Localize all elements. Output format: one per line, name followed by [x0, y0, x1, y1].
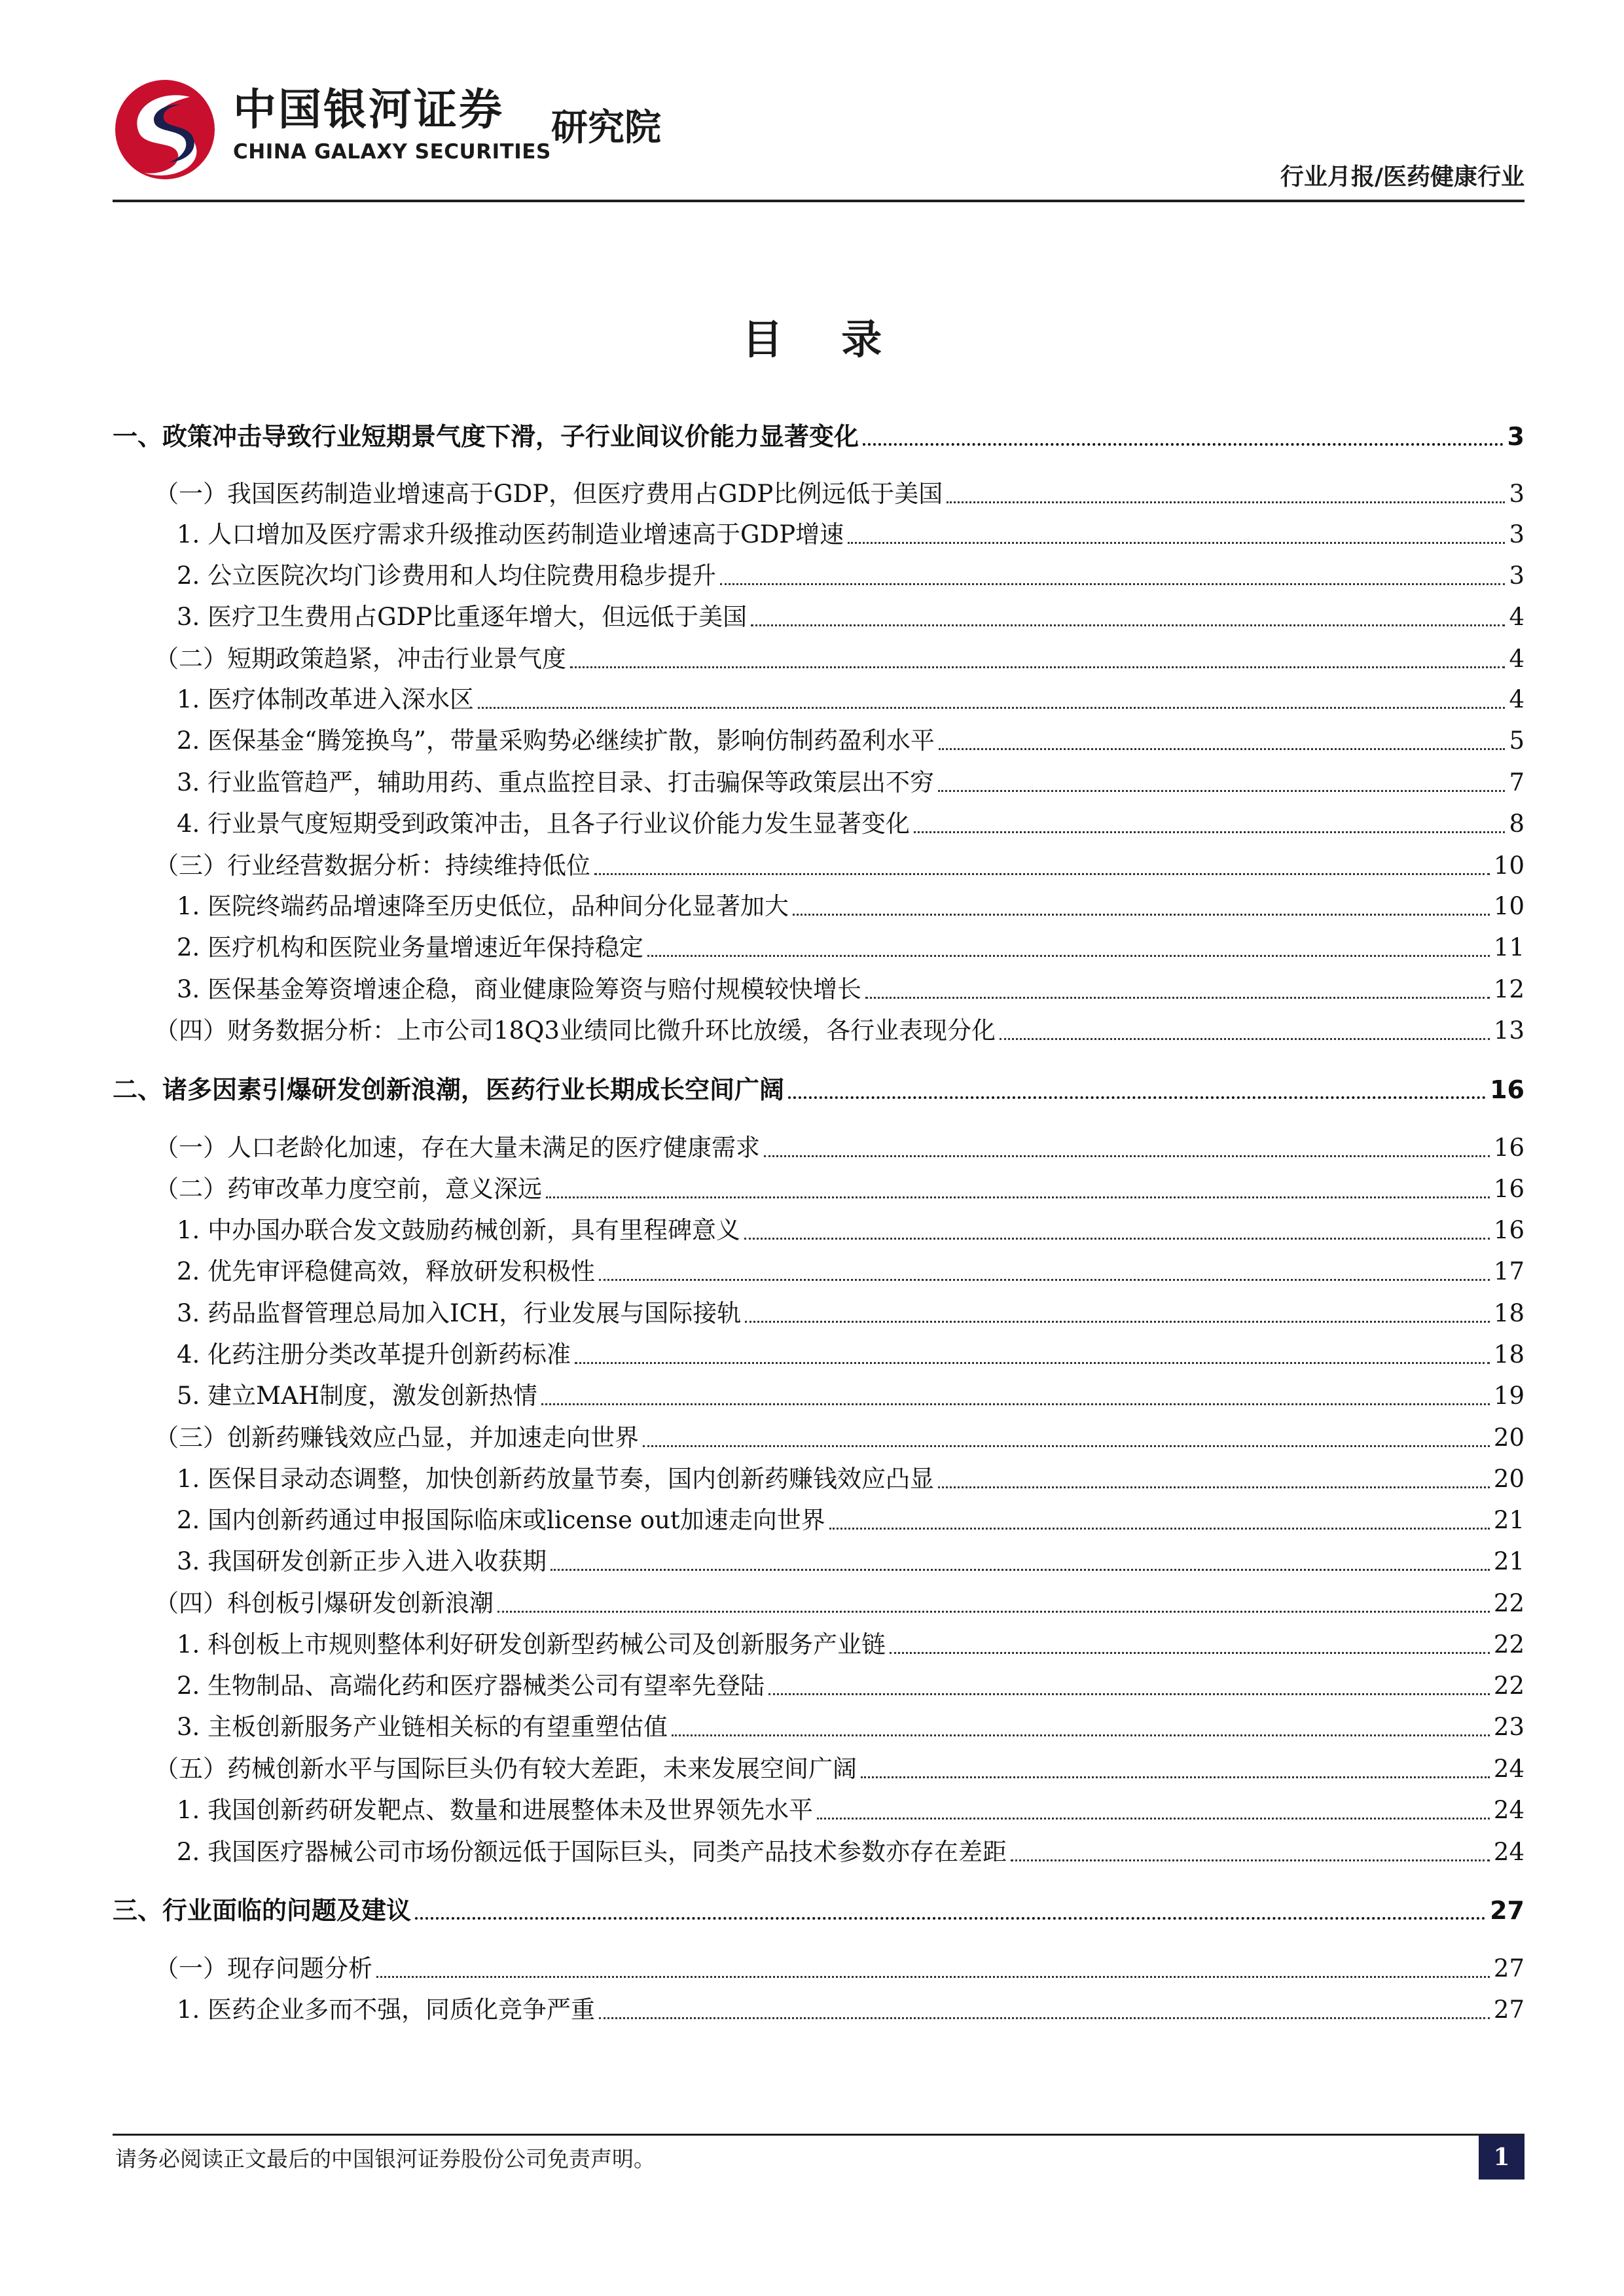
toc-entry-label: 1. 医院终端药品增速降至历史低位，品种间分化显著加大 [177, 892, 789, 920]
toc-entry-label: （三）创新药赚钱效应凸显，并加速走向世界 [154, 1424, 639, 1452]
toc-entry-page: 16 [1493, 1216, 1525, 1244]
toc-entry-page: 7 [1509, 768, 1525, 797]
toc-entry-label: 4. 化药注册分类改革提升创新药标准 [177, 1340, 571, 1369]
toc-leader-dots [415, 1917, 1486, 1920]
toc-entry-label: 3. 医疗卫生费用占GDP比重逐年增大，但远低于美国 [177, 603, 748, 631]
toc-entry[interactable] [113, 724, 1525, 758]
page-number: 1 [1479, 2135, 1525, 2179]
toc-entry[interactable] [113, 1669, 1525, 1703]
toc-entry[interactable] [113, 1172, 1525, 1206]
toc-entry-label: （三）行业经营数据分析：持续维持低位 [154, 852, 590, 880]
toc-entry[interactable] [113, 1014, 1525, 1048]
toc-entry[interactable] [113, 1462, 1525, 1496]
toc-entry-label: （四）财务数据分析：上市公司18Q3业绩同比微升环比放缓，各行业表现分化 [154, 1016, 996, 1045]
toc-entry[interactable] [113, 1297, 1525, 1331]
brand-name-en: CHINA GALAXY SECURITIES [233, 140, 551, 164]
toc-leader-dots [1011, 1859, 1490, 1861]
toc-entry[interactable] [113, 1587, 1525, 1621]
toc-leader-dots [570, 666, 1505, 668]
toc-leader-dots [541, 1403, 1490, 1405]
report-type: 行业月报/医药健康行业 [1280, 164, 1525, 190]
toc-leader-dots [643, 1445, 1490, 1447]
footer-divider [113, 2134, 1525, 2136]
toc-entry-page: 5 [1509, 726, 1525, 755]
toc-entry[interactable] [113, 1752, 1525, 1786]
toc-entry-page: 8 [1509, 810, 1525, 838]
toc-entry[interactable] [113, 518, 1525, 552]
toc-entry-label: 4. 行业景气度短期受到政策冲击，且各子行业议价能力发生显著变化 [177, 810, 911, 838]
toc-entry[interactable] [113, 931, 1525, 965]
toc-entry[interactable] [113, 1255, 1525, 1289]
toc-entry[interactable] [113, 1993, 1525, 2027]
toc-entry-page: 3 [1509, 480, 1525, 508]
toc-leader-dots [1000, 1038, 1490, 1040]
toc-entry-label: 1. 医药企业多而不强，同质化竞争严重 [177, 1996, 596, 2024]
toc-entry[interactable] [113, 559, 1525, 593]
toc-entry[interactable] [113, 1710, 1525, 1744]
toc-entry-label: 3. 我国研发创新正步入进入收获期 [177, 1547, 547, 1575]
toc-leader-dots [865, 997, 1490, 999]
toc-leader-dots [550, 1569, 1490, 1571]
toc-entry-label: 3. 主板创新服务产业链相关标的有望重塑估值 [177, 1713, 668, 1741]
toc-entry[interactable] [113, 973, 1525, 1007]
toc-entry-page: 24 [1493, 1755, 1525, 1783]
toc-entry[interactable] [113, 420, 1525, 454]
toc-entry-page: 3 [1507, 422, 1525, 451]
toc-entry-label: 2. 国内创新药通过申报国际临床或license out加速走向世界 [177, 1506, 825, 1534]
toc-leader-dots [599, 1279, 1490, 1281]
toc-entry-label: 2. 医保基金“腾笼换鸟”，带量采购势必继续扩散，影响仿制药盈利水平 [177, 726, 935, 755]
institute-name: 研究院 [551, 107, 661, 149]
toc-entry-page: 11 [1493, 933, 1525, 961]
toc-leader-dots [817, 1818, 1490, 1820]
toc-entry-page: 3 [1509, 562, 1525, 590]
toc-entry-page: 22 [1493, 1672, 1525, 1700]
toc-leader-dots [478, 707, 1505, 709]
toc-entry-page: 16 [1490, 1075, 1525, 1104]
toc-entry[interactable] [113, 600, 1525, 634]
toc-entry-page: 21 [1493, 1547, 1525, 1575]
toc-entry-label: 二、诸多因素引爆研发创新浪潮，医药行业长期成长空间广阔 [113, 1075, 785, 1104]
toc-leader-dots [751, 624, 1505, 626]
toc-entry-label: 1. 中办国办联合发文鼓励药械创新，具有里程碑意义 [177, 1216, 741, 1244]
toc-leader-dots [947, 501, 1505, 503]
toc-leader-dots [647, 955, 1490, 957]
toc-entry-page: 16 [1493, 1134, 1525, 1162]
toc-leader-dots [672, 1734, 1490, 1736]
toc-entry[interactable] [113, 807, 1525, 841]
toc-entry-label: 一、政策冲击导致行业短期景气度下滑，子行业间议价能力显著变化 [113, 422, 859, 451]
galaxy-logo-icon [113, 77, 217, 182]
toc-entry-label: 2. 生物制品、高端化药和医疗器械类公司有望率先登陆 [177, 1672, 765, 1700]
toc-leader-dots [890, 1652, 1490, 1654]
toc-entry-page: 22 [1493, 1630, 1525, 1659]
toc-entry[interactable] [113, 1893, 1525, 1928]
toc-entry[interactable] [113, 889, 1525, 924]
toc-entry-label: 1. 我国创新药研发靶点、数量和进展整体未及世界领先水平 [177, 1796, 814, 1824]
toc-entry-label: （一）现存问题分析 [154, 1954, 372, 1982]
toc-entry-page: 27 [1493, 1996, 1525, 2024]
toc-entry[interactable] [113, 1213, 1525, 1247]
toc-entry-label: 2. 公立医院次均门诊费用和人均住院费用稳步提升 [177, 562, 717, 590]
toc-entry-label: 三、行业面临的问题及建议 [113, 1896, 412, 1925]
toc-leader-dots [848, 542, 1505, 544]
toc-entry[interactable] [113, 849, 1525, 883]
toc-entry[interactable] [113, 1421, 1525, 1455]
toc-entry-page: 3 [1509, 520, 1525, 548]
toc-leader-dots [788, 1096, 1486, 1099]
toc-leader-dots [938, 790, 1505, 792]
toc-entry-label: 1. 医疗体制改革进入深水区 [177, 685, 475, 713]
toc-leader-dots [744, 1238, 1490, 1240]
header-divider [113, 200, 1525, 202]
toc-leader-dots [497, 1611, 1490, 1613]
toc-leader-dots [376, 1976, 1490, 1978]
toc-entry[interactable] [113, 1952, 1525, 1986]
toc-entry[interactable] [113, 1793, 1525, 1827]
toc-leader-dots [914, 831, 1505, 833]
toc-entry-label: 3. 医保基金筹资增速企稳，商业健康险筹资与赔付规模较快增长 [177, 975, 862, 1003]
toc-entry[interactable] [113, 1835, 1525, 1869]
toc-entry-page: 10 [1493, 852, 1525, 880]
toc-entry-label: 2. 医疗机构和医院业务量增速近年保持稳定 [177, 933, 644, 961]
toc-entry-page: 4 [1509, 645, 1525, 673]
toc-entry-label: 3. 行业监管趋严，辅助用药、重点监控目录、打击骗保等政策层出不穷 [177, 768, 935, 797]
toc-entry-page: 12 [1493, 975, 1525, 1003]
toc-entry-page: 21 [1493, 1506, 1525, 1534]
toc-leader-dots [861, 1776, 1490, 1778]
toc-entry[interactable] [113, 1379, 1525, 1413]
toc-entry[interactable] [113, 642, 1525, 676]
toc-leader-dots [546, 1196, 1490, 1198]
toc-leader-dots [764, 1155, 1490, 1157]
toc-entry-page: 18 [1493, 1340, 1525, 1369]
toc-entry-label: （五）药械创新水平与国际巨头仍有较大差距，未来发展空间广阔 [154, 1755, 857, 1783]
toc-leader-dots [745, 1321, 1490, 1323]
brand-name-cn: 中国银河证券 [233, 84, 504, 135]
toc-leader-dots [863, 443, 1504, 446]
toc-leader-dots [575, 1362, 1490, 1364]
toc-entry[interactable] [113, 1338, 1525, 1372]
toc-entry[interactable] [113, 477, 1525, 511]
toc-entry[interactable] [113, 1073, 1525, 1107]
toc-entry[interactable] [113, 766, 1525, 800]
toc-leader-dots [599, 2017, 1490, 2019]
toc-entry-page: 20 [1493, 1465, 1525, 1493]
toc-entry-label: （二）药审改革力度空前，意义深远 [154, 1175, 542, 1203]
toc-entry-label: 3. 药品监督管理总局加入ICH，行业发展与国际接轨 [177, 1299, 742, 1327]
toc-entry-label: 5. 建立MAH制度，激发创新热情 [177, 1382, 537, 1410]
toc-entry-label: （二）短期政策趋紧，冲击行业景气度 [154, 645, 566, 673]
toc-entry-page: 27 [1490, 1896, 1525, 1925]
toc-title: 目 录 [742, 315, 905, 363]
toc-entry-page: 27 [1493, 1954, 1525, 1982]
toc-entry-label: 1. 人口增加及医疗需求升级推动医药制造业增速高于GDP增速 [177, 520, 844, 548]
toc-entry[interactable] [113, 1131, 1525, 1165]
toc-entry-label: 1. 科创板上市规则整体利好研发创新型药械公司及创新服务产业链 [177, 1630, 886, 1659]
toc-leader-dots [829, 1528, 1490, 1530]
toc-entry[interactable] [113, 1628, 1525, 1662]
toc-entry-page: 19 [1493, 1382, 1525, 1410]
toc-entry-page: 13 [1493, 1016, 1525, 1045]
disclaimer-note: 请务必阅读正文最后的中国银河证券股份公司免责声明。 [115, 2146, 655, 2172]
toc-entry-page: 24 [1493, 1838, 1525, 1866]
toc-leader-dots [939, 748, 1506, 750]
toc-entry-page: 23 [1493, 1713, 1525, 1741]
toc-entry-label: 1. 医保目录动态调整，加快创新药放量节奏，国内创新药赚钱效应凸显 [177, 1465, 935, 1493]
toc-entry-page: 4 [1509, 685, 1525, 713]
toc-leader-dots [720, 583, 1505, 585]
toc-entry-page: 22 [1493, 1589, 1525, 1617]
toc-entry-label: 2. 我国医疗器械公司市场份额远低于国际巨头，同类产品技术参数亦存在差距 [177, 1838, 1007, 1866]
toc-entry-page: 4 [1509, 603, 1525, 631]
toc-entry-page: 18 [1493, 1299, 1525, 1327]
toc-entry-page: 20 [1493, 1424, 1525, 1452]
toc-entry-label: 2. 优先审评稳健高效，释放研发积极性 [177, 1257, 596, 1285]
toc-entry-page: 24 [1493, 1796, 1525, 1824]
toc-entry-page: 16 [1493, 1175, 1525, 1203]
toc-entry-label: （一）人口老龄化加速，存在大量未满足的医疗健康需求 [154, 1134, 760, 1162]
toc-leader-dots [793, 914, 1490, 916]
toc-entry[interactable] [113, 1503, 1525, 1537]
toc-leader-dots [594, 873, 1490, 875]
toc-entry-page: 10 [1493, 892, 1525, 920]
toc-leader-dots [938, 1486, 1490, 1488]
toc-entry[interactable] [113, 683, 1525, 717]
toc-entry[interactable] [113, 1545, 1525, 1579]
toc-entry-label: （四）科创板引爆研发创新浪潮 [154, 1589, 494, 1617]
toc-leader-dots [768, 1693, 1490, 1695]
toc-entry-label: （一）我国医药制造业增速高于GDP，但医疗费用占GDP比例远低于美国 [154, 480, 943, 508]
toc-entry-page: 17 [1493, 1257, 1525, 1285]
